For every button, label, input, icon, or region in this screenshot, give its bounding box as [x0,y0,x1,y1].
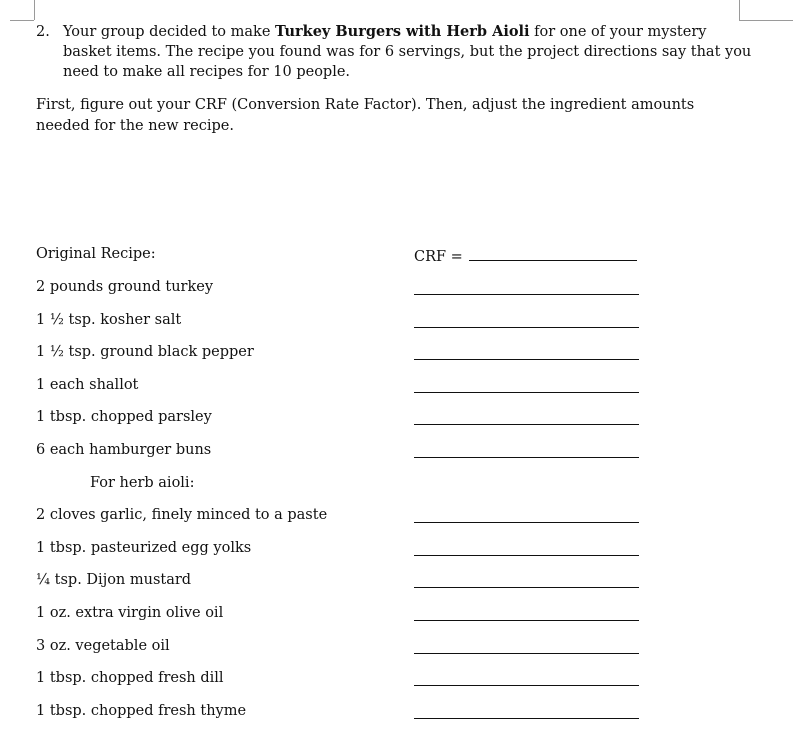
answer-line[interactable] [414,456,639,458]
answer-line[interactable] [414,521,639,523]
ingredient-row [36,377,646,410]
answer-line[interactable] [414,326,639,328]
ingredient-text: 6 each hamburger buns [36,441,212,458]
ingredient-text: 1 ½ tsp. kosher salt [36,311,182,328]
ingredient-list [36,279,646,735]
crf-answer-line[interactable] [469,246,637,261]
ingredient-row [36,670,646,703]
answer-line[interactable] [414,423,639,425]
answer-line[interactable] [414,391,639,393]
answer-line[interactable] [414,619,639,621]
ingredient-row [36,540,646,573]
ingredient-text: 2 pounds ground turkey [36,279,214,295]
answer-line[interactable] [414,358,639,360]
ingredient-text: 2 cloves garlic, finely minced to a paste [36,507,328,524]
answer-line[interactable] [414,652,639,654]
question-paragraph [36,22,756,82]
crf-label: CRF = [414,249,463,265]
ingredient-text: 1 tbsp. chopped fresh dill [36,670,224,687]
instructions: First, figure out your CRF (Conversion Rate Factor). Then, adjust the ingredient amounts needed for the new recipe. [36,97,695,134]
ingredient-text: 3 oz. vegetable oil [36,637,170,654]
ingredient-text: 1 tbsp. chopped parsley [36,409,212,426]
answer-line[interactable] [414,586,639,588]
ingredient-row [36,605,646,638]
answer-line[interactable] [414,293,639,295]
question-text-before: Your group decided to make [63,24,276,40]
crf-field [414,246,637,265]
ingredient-row [36,279,646,312]
answer-line[interactable] [414,554,639,556]
ingredient-row [36,507,646,540]
answer-line[interactable] [414,717,639,719]
recipe-name: Turkey Burgers with Herb Aioli [275,23,530,40]
ingredient-row [36,638,646,671]
ingredient-text: 1 ½ tsp. ground black pepper [36,344,254,361]
ingredient-text: ¼ tsp. Dijon mustard [36,572,192,589]
crop-mark-left [34,0,35,20]
section-heading-row [36,475,646,508]
crop-mark-right-horizontal [739,20,793,21]
crop-mark-left-horizontal [10,20,34,21]
ingredient-text: 1 tbsp. chopped fresh thyme [36,702,247,719]
ingredient-row [36,572,646,605]
ingredient-row [36,442,646,475]
ingredient-text: 1 oz. extra virgin olive oil [36,604,224,621]
ingredient-row [36,312,646,345]
ingredient-row [36,409,646,442]
question-text-after: for one of your mystery basket items. The recipe you found was for 6 servings, but the project directions say that you need to make all recipes for 10 people. [63,24,752,80]
answer-line[interactable] [414,684,639,686]
question-number: 2. [36,24,50,40]
ingredient-text: 1 tbsp. pasteurized egg yolks [36,539,252,556]
herb-aioli-heading: For herb aioli: [90,474,195,491]
ingredient-row [36,703,646,736]
original-recipe-label: Original Recipe: [36,246,156,262]
ingredient-text: 1 each shallot [36,376,139,393]
ingredient-row [36,344,646,377]
question-text [63,22,756,82]
crop-mark-right [739,0,740,20]
